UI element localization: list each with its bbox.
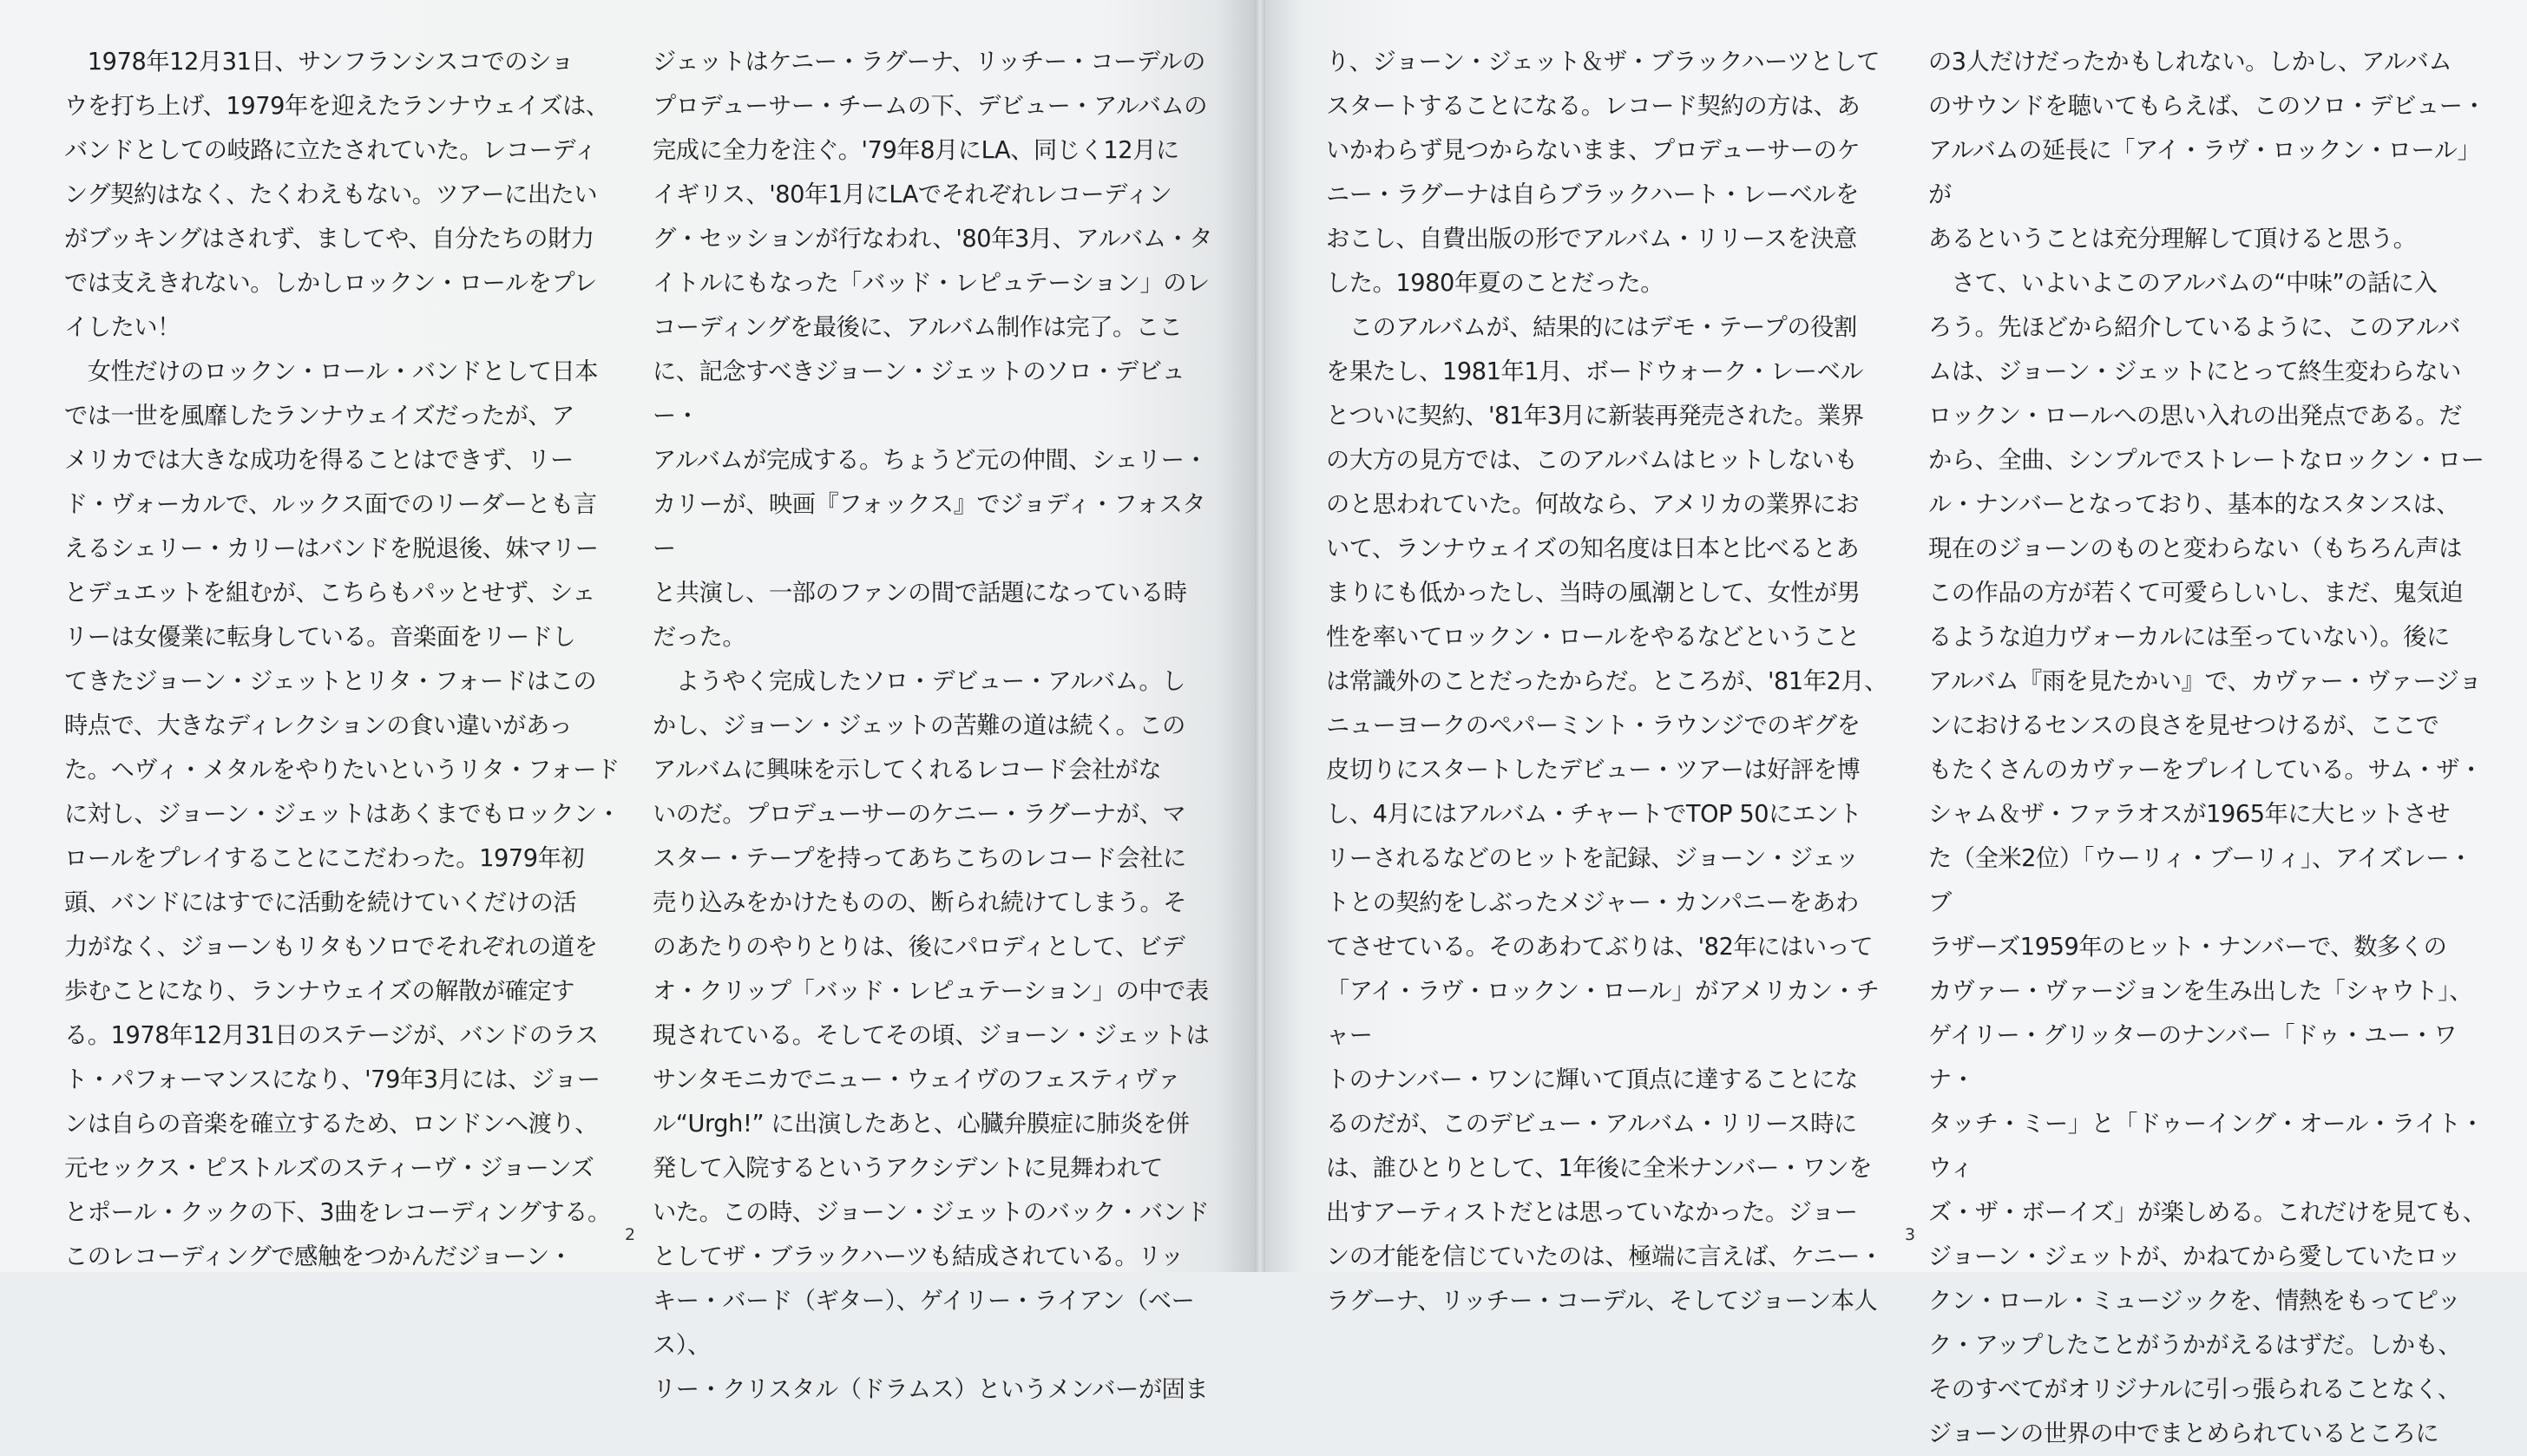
paragraph: 女性だけのロックン・ロール・バンドとして日本 では一世を風靡したランナウェイズだったが、ア メリカでは大きな成功を得ることはできず、リー ド・ヴォーカルで、ルックス面でのリーダーとも言 えるシェリー・カリーはバンドを脱退後、妹マリー とデュエットを組むが、こちらもパッとせず、シェ リーは女優業に転身している。音楽面をリードし てきたジョーン・ジェットとリタ・フォードはこの 時点で、大きなディレクションの食い違いがあっ た。ヘヴィ・メタルをやりたいというリタ・フォード に対し、ジョーン・ジェットはあくまでもロックン・ ロールをプレイすることにこだわった。1979年初 頭、バンドにはすでに活動を続けていくだけの活 力がなく、ジョーンもリタもソロでそれぞれの道を 歩むことになり、ランナウェイズの解散が確定す る。1978年12月31日のステージが、バンドのラス ト・パフォーマンスになり、'79年3月には、ジョー ンは自らの音楽を確立するため、ロンドンへ渡り、 元セックス・ピストルズのスティーヴ・ジョーンズ とポール・クックの下、3曲をレコーディングする。 このレコーディングで感触をつかんだジョーン・ xyxy=(64,358,620,1270)
page-number: 3 xyxy=(1905,1225,1916,1244)
paragraph: このアルバムが、結果的にはデモ・テープの役割 を果たし、1981年1月、ボードウォーク・レーベル とついに契約、'81年3月に新装再発売された。業界 の大方の見方では、このアルバムはヒットしないも のと思われていた。何故なら、アメリカの業界にお いて、ランナウェイズの知名度は日本と比べるとあ まりにも低かったし、当時の風潮として、女性が男 性を率いてロックン・ロールをやるなどということ は常識外のことだったからだ。ところが、'81年2月、 ニューヨークのペパーミント・ラウンジでのギグを 皮切りにスタートしたデビュー・ツアーは好評を博 し、4月にはアルバム・チャートでTOP 50にエント リーされるなどのヒットを記録、ジョーン・ジェッ トとの契約をしぶったメジャー・カンパニーをあわ てさせている。そのあわてぶりは、'82年にはいって 「アイ・ラヴ・ロックン・ロール」がアメリカン・チャー トのナンバー・ワンに輝いて頂点に達することにな るのだが、このデビュー・アルバム・リリース時に は、誰ひとりとして、1年後に全米ナンバー・ワンを 出すアーティストだとは思っていなかった。ジョー ンの才能を信じていたのは、極端に言えば、ケニー・ ラグーナ、リッチー・コーデル、そしてジョーン本人 xyxy=(1326,314,1888,1315)
text-column-2 xyxy=(653,40,1217,1412)
paragraph: ようやく完成したソロ・デビュー・アルバム。し かし、ジョーン・ジェットの苦難の道は続く。この アルバムに興味を示してくれるレコード会社がな いのだ。プロデューサーのケニー・ラグーナが、マ スター・テープを持ってあちこちのレコード会社に 売り込みをかけたものの、断られ続けてしまう。そ のあたりのやりとりは、後にパロディとして、ビデ オ・クリップ「バッド・レピュテーション」の中で表 現されている。そしてその頃、ジョーン・ジェットは サンタモニカでニュー・ウェイヴのフェスティヴァ ル“Urgh!” に出演したあと、心臓弁膜症に肺炎を併 発して入院するというアクシデントに見舞われて いた。この時、ジョーン・ジェットのバック・バンド としてザ・ブラックハーツも結成されている。リッ キー・バード（ギター）、ゲイリー・ライアン（ベース）、 リー・クリスタル（ドラムス）というメンバーが固ま xyxy=(653,668,1210,1403)
paragraph: ジェットはケニー・ラグーナ、リッチー・コーデルの プロデューサー・チームの下、デビュー・アルバムの 完成に全力を注ぐ。'79年8月にLA、同じく12月に イギリス、'80年1月にLAでそれぞれレコーディン グ・セッションが行なわれ、'80年3月、アルバム・タ イトルにもなった「バッド・レピュテーション」のレ コーディングを最後に、アルバム制作は完了。ここ に、記念すべきジョーン・ジェットのソロ・デビュー・ アルバムが完成する。ちょうど元の仲間、シェリー・ カリーが、映画『フォックス』でジョディ・フォスター と共演し、一部のファンの間で話題になっている時 だった。 xyxy=(653,49,1213,651)
right-page xyxy=(1265,0,2527,1447)
paragraph: の3人だけだったかもしれない。しかし、アルバム のサウンドを聴いてもらえば、このソロ・デビュー・ アルバムの延長に「アイ・ラヴ・ロックン・ロール」が あるということは充分理解して頂けると思う。 xyxy=(1928,49,2486,253)
paragraph: り、ジョーン・ジェット＆ザ・ブラックハーツとして スタートすることになる。レコード契約の方は、あ いかわらず見つからないまま、プロデューサーのケ ニー・ラグーナは自らブラックハート・レーベルを おこし、自費出版の形でアルバム・リリースを決意 した。1980年夏のことだった。 xyxy=(1326,49,1880,297)
page-number: 2 xyxy=(625,1225,636,1244)
text-column-4 xyxy=(1928,40,2492,1456)
paragraph: さて、いよいよこのアルバムの“中味”の話に入 ろう。先ほどから紹介しているように、このアルバ ムは、ジョーン・ジェットにとって終生変わらない ロックン・ロールへの思い入れの出発点である。だ から、全曲、シンプルでストレートなロックン・ロー ル・ナンバーとなっており、基本的なスタンスは、 現在のジョーンのものと変わらない（もちろん声は この作品の方が若くて可愛らしいし、まだ、鬼気迫 るような迫力ヴォーカルには至っていない）。後に アルバム『雨を見たかい』で、カヴァー・ヴァージョ ンにおけるセンスの良さを見せつけるが、ここで もたくさんのカヴァーをプレイしている。サム・ザ・ シャム＆ザ・ファラオスが1965年に大ヒットさせ た（全米2位）「ウーリィ・ブーリィ」、アイズレー・ブ ラザーズ1959年のヒット・ナンバーで、数多くの カヴァー・ヴァージョンを生み出した「シャウト」、 ゲイリー・グリッターのナンバー「ドゥ・ユー・ワナ・ タッチ・ミー」と「ドゥーイング・オール・ライト・ウィ ズ・ザ・ボーイズ」が楽しめる。これだけを見ても、 ジョーン・ジェットが、かねてから愛していたロッ クン・ロール・ミュージックを、情熱をもってピッ ク・アップしたことがうかがえるはずだ。しかも、 そのすべてがオリジナルに引っ張られることなく、 ジョーンの世界の中でまとめられているところに xyxy=(1928,270,2486,1447)
text-column-1 xyxy=(64,40,628,1279)
book-gutter xyxy=(1255,0,1265,1272)
paragraph: 1978年12月31日、サンフランシスコでのショ ウを打ち上げ、1979年を迎えたランナウェイズは、 バンドとしての岐路に立たされていた。レコーディ ング契約はなく、たくわえもない。ツアーに出たい がブッキングはされず、ましてや、自分たちの財力 では支えきれない。しかしロックン・ロールをプレ イしたい！ xyxy=(64,49,609,341)
text-column-3 xyxy=(1326,40,1890,1323)
left-page xyxy=(0,0,1255,1403)
